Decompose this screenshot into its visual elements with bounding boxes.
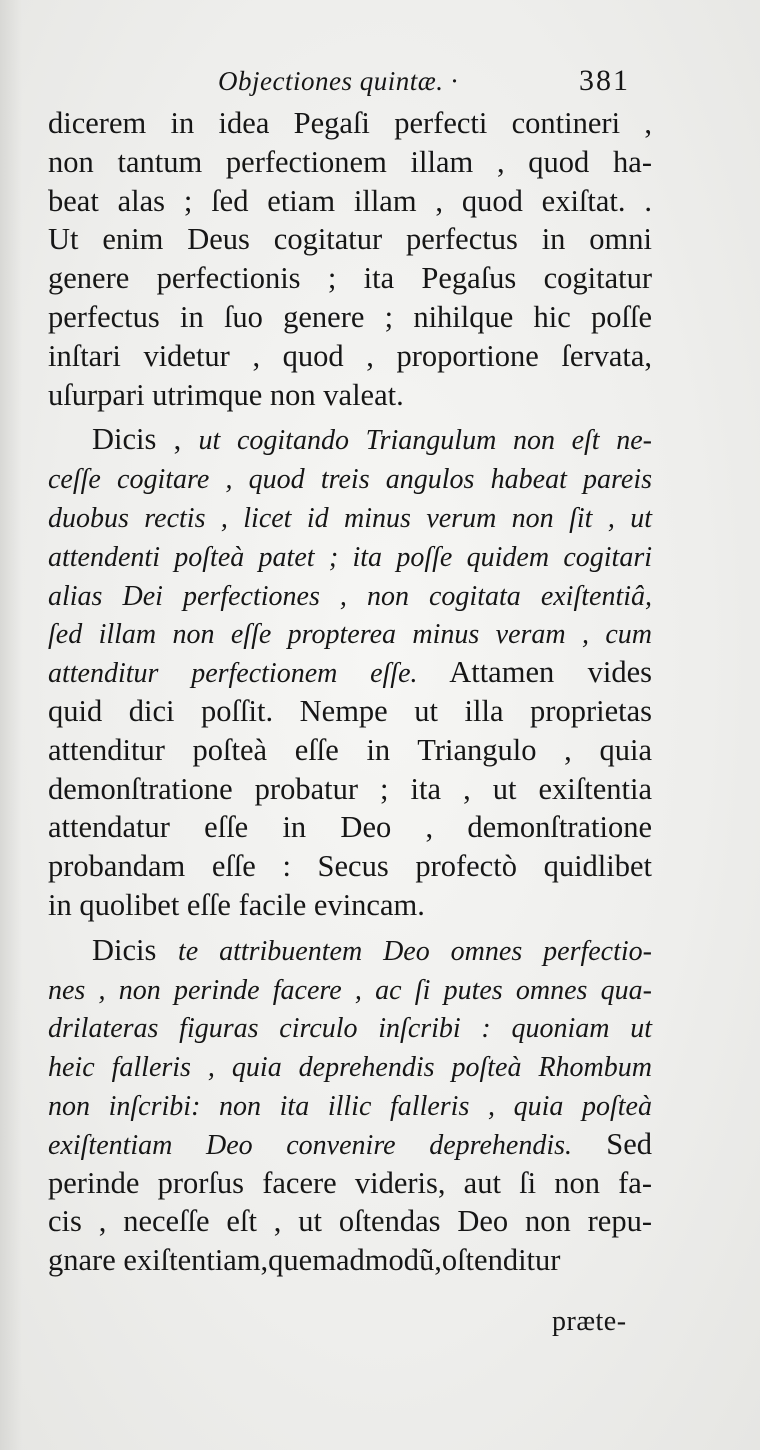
- italic-run: ut cogitando Triangulum non eſt ne-: [198, 425, 652, 457]
- roman-run: Dicis: [92, 932, 178, 967]
- italic-run: attendenti poſteà patet ; ita poſſe quidem cogitari: [48, 541, 652, 573]
- text-line: [48, 731, 652, 770]
- roman-run: uſurpari utrimque non valeat.: [48, 377, 404, 412]
- text-line: [48, 770, 652, 809]
- roman-run: attenditur poſteà eſſe in Triangulo , quia: [48, 732, 652, 767]
- text-line: [48, 298, 652, 337]
- text-line: [48, 692, 652, 731]
- text-line: [48, 1241, 652, 1280]
- text-line: [48, 970, 652, 1009]
- text-line: [48, 337, 652, 376]
- body-text: [48, 104, 652, 1280]
- roman-run: non tantum perfectionem illam , quod ha-: [48, 144, 652, 179]
- roman-run: inſtari videtur , quod , proportione ſervata,: [48, 338, 652, 373]
- text-line: [48, 576, 652, 615]
- text-line: [48, 104, 652, 143]
- roman-run: quid dici poſſit. Nempe ut illa proprietas: [48, 693, 652, 728]
- text-line: [48, 1125, 652, 1164]
- roman-run: beat alas ; ſed etiam illam , quod exiſtat. .: [48, 183, 652, 218]
- text-line: [48, 653, 652, 692]
- roman-run: in quolibet eſſe facile evincam.: [48, 887, 425, 922]
- roman-run: Ut enim Deus cogitatur perfectus in omni: [48, 222, 652, 257]
- italic-run: duobus rectis , licet id minus verum non ſit , ut: [48, 502, 652, 534]
- text-line: [48, 808, 652, 847]
- italic-run: nes , non perinde facere , ac ſi putes omnes qua-: [48, 974, 652, 1006]
- roman-run: probandam eſſe : Secus profectò quidlibet: [48, 849, 652, 884]
- roman-run: perfectus in ſuo genere ; nihilque hic poſſe: [48, 299, 652, 334]
- roman-run: genere perfectionis ; ita Pegaſus cogitatur: [48, 261, 652, 296]
- text-line: [48, 220, 652, 259]
- italic-run: heic falleris , quia deprehendis poſteà Rhombum: [48, 1052, 652, 1084]
- text-line: [48, 1086, 652, 1125]
- text-line: [48, 1008, 652, 1047]
- gutter-shadow: [0, 0, 22, 1450]
- italic-run: alias Dei perfectiones , non cogitata exiſtentiâ,: [48, 580, 652, 612]
- roman-run: Attamen vides: [417, 655, 652, 690]
- text-line: [48, 498, 652, 537]
- roman-run: demonſtratione probatur ; ita , ut exiſtentia: [48, 771, 652, 806]
- italic-run: non inſcribi: non ita illic falleris , quia poſteà: [48, 1090, 652, 1122]
- text-line: [48, 886, 652, 925]
- text-line: [48, 459, 652, 498]
- italic-run: te attribuentem Deo omnes perfectio-: [177, 935, 652, 967]
- text-line: [48, 847, 652, 886]
- italic-run: attenditur perfectionem eſſe.: [48, 658, 418, 690]
- italic-run: ſed illam non eſſe propterea minus veram , cum: [48, 619, 652, 651]
- roman-run: Sed: [572, 1126, 653, 1161]
- text-line: [48, 143, 652, 182]
- roman-run: attendatur eſſe in Deo , demonſtratione: [48, 810, 652, 845]
- running-head: [50, 66, 630, 106]
- text-line: [48, 537, 652, 576]
- roman-run: dicerem in idea Pegaſi perfecti contineri ,: [48, 106, 652, 140]
- italic-run: exiſtentiam Deo convenire deprehendis.: [48, 1129, 573, 1161]
- running-title: Objectiones quintæ. ·: [218, 66, 458, 96]
- text-line: [48, 931, 652, 970]
- italic-run: ceſſe cogitare , quod treis angulos habeat pareis: [48, 464, 652, 496]
- text-line: [48, 1047, 652, 1086]
- page-number: 381: [579, 64, 630, 97]
- text-line: [48, 614, 652, 653]
- roman-run: perinde prorſus facere videris, aut ſi non fa-: [48, 1165, 652, 1200]
- text-line: [48, 420, 652, 459]
- roman-run: cis , neceſſe eſt , ut oſtendas Deo non repu-: [48, 1204, 652, 1239]
- roman-run: Dicis ,: [92, 422, 199, 457]
- roman-run: gnare exiſtentiam,quemadmodũ,oſtenditur: [48, 1243, 561, 1278]
- text-line: [48, 1164, 652, 1203]
- italic-run: drilateras figuras circulo inſcribi : quoniam ut: [48, 1013, 652, 1045]
- text-line: [48, 1202, 652, 1241]
- text-line: [48, 376, 652, 415]
- catchword: præte-: [552, 1306, 627, 1337]
- text-line: [48, 259, 652, 298]
- text-line: [48, 182, 652, 221]
